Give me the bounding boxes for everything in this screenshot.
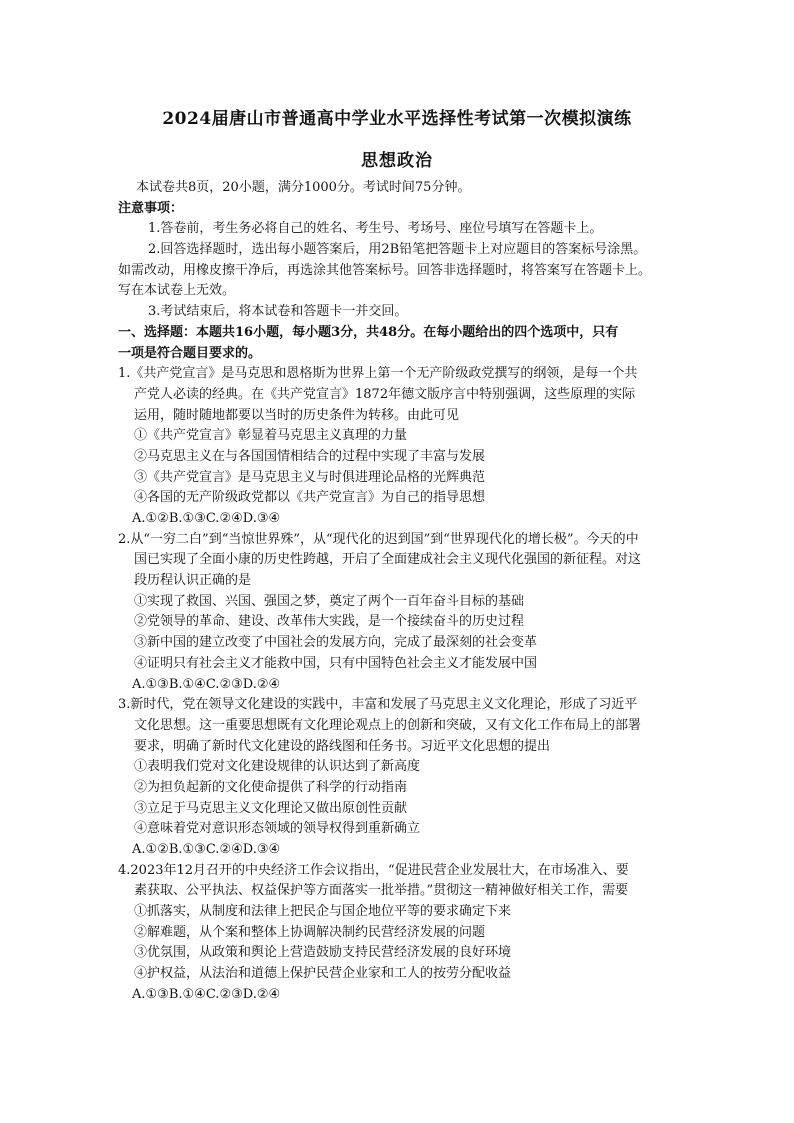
question-1 — [118, 364, 678, 530]
question-1-option-2: ②马克思主义在与各国国情相结合的过程中实现了丰富与发展 — [134, 448, 486, 464]
question-3-stem-line-1: 3.新时代，党在领导文化建设的实践中，丰富和发展了马克思主义文化理论，形成了习近平 — [118, 697, 638, 713]
question-1-stem-line-1: 1.《共产党宣言》是马克思和恩格斯为世界上第一个无产阶级政党撰写的纲领，是每一个共 — [118, 366, 638, 382]
question-1-stem-line-3: 运用，随时随地都要以当时的历史条件为转移。由此可见 — [134, 407, 460, 423]
question-3-option-1: ①表明我们党对文化建设规律的认识达到了新高度 — [134, 759, 421, 775]
question-3-stem-line-2: 文化思想。这一重要思想既有文化理论观点上的创新和突破，又有文化工作布局上的部署 — [134, 717, 642, 733]
question-2 — [118, 530, 678, 696]
question-3 — [118, 695, 678, 861]
question-4-option-4: ④护权益，从法治和道德上保护民营企业家和工人的按劳分配收益 — [134, 966, 512, 982]
question-2-stem-line-1: 2.从“一穷二白”到“当惊世界殊”，从“现代化的迟到国”到“世界现代化的增长极”。今天的中 — [118, 531, 639, 547]
question-4-answers: A.①③B.①④C.②③D.②④ — [132, 986, 281, 1002]
question-3-option-2: ②为担负起新的文化使命提供了科学的行动指南 — [134, 779, 408, 795]
question-1-option-4: ④各国的无产阶级政党都以《共产党宣言》为自己的指导思想 — [134, 490, 486, 506]
notice-item-1: 1.答卷前，考生务必将自己的姓名、考生号、考场号、座位号填写在答题卡上。 — [148, 221, 603, 237]
exam-intro: 本试卷共8页，20小题，满分1000分。考试时间75分钟。 — [136, 180, 471, 195]
notice-item-2-line-1: 2.回答选择题时，选出每小题答案后，用2B铅笔把答题卡上对应题目的答案标号涂黑。 — [148, 242, 647, 258]
exam-body — [118, 178, 678, 1006]
section-1-heading-line-1: 一、选择题：本题共16小题，每小题3分，共48分。在每小题给出的四个选项中，只有 — [118, 324, 619, 340]
question-4-stem-line-2: 素获取、公平执法、权益保护等方面落实一批举措。”贯彻这一精神做好相关工作，需要 — [134, 883, 629, 899]
notice-item-2-line-3: 写在本试卷上无效。 — [118, 283, 236, 299]
question-4 — [118, 861, 678, 1006]
exam-subject: 思想政治 — [361, 151, 433, 171]
question-1-stem-line-2: 产党人必读的经典。在《共产党宣言》1872年德文版序言中特别强调，这些原理的实际 — [134, 386, 636, 402]
question-2-option-4: ④证明只有社会主义才能救中国，只有中国特色社会主义才能发展中国 — [134, 655, 538, 671]
section-1-heading-line-2: 一项是符合题目要求的。 — [118, 345, 262, 361]
question-4-stem-line-1: 4.2023年12月召开的中央经济工作会议指出，“促进民营企业发展壮大，在市场准入、要 — [118, 862, 629, 878]
question-3-stem-line-3: 要求，明确了新时代文化建设的路线图和任务书。习近平文化思想的提出 — [134, 738, 551, 754]
question-2-option-3: ③新中国的建立改变了中国社会的发展方向，完成了最深刻的社会变革 — [134, 635, 538, 651]
notice-item-2-line-2: 如需改动，用橡皮擦干净后，再选涂其他答案标号。回答非选择题时，将答案写在答题卡上。 — [118, 262, 652, 278]
question-2-stem-line-3: 段历程认识正确的是 — [134, 573, 252, 589]
question-2-option-1: ①实现了救国、兴国、强国之梦，奠定了两个一百年奋斗目标的基础 — [134, 593, 525, 609]
notice-heading: 注意事项： — [118, 200, 184, 216]
question-4-option-2: ②解难题，从个案和整体上协调解决制约民营经济发展的问题 — [134, 924, 486, 940]
question-3-answers: A.①②B.①③C.②④D.③④ — [132, 842, 281, 857]
notice-item-3: 3.考试结束后，将本试卷和答题卡一并交回。 — [148, 304, 408, 320]
question-1-answers: A.①②B.①③C.②④D.③④ — [132, 511, 281, 526]
question-2-stem-line-2: 国已实现了全面小康的历史性跨越，开启了全面建成社会主义现代化强国的新征程。对这 — [134, 552, 642, 568]
question-2-answers: A.①③B.①④C.②③D.②④ — [132, 676, 281, 692]
question-4-option-3: ③优氛围，从政策和舆论上营造鼓励支持民营经济发展的良好环境 — [134, 945, 512, 961]
question-2-option-2: ②党领导的革命、建设、改革伟大实践，是一个接续奋斗的历史过程 — [134, 614, 525, 630]
question-3-option-3: ③立足于马克思主义文化理论又做出原创性贡献 — [134, 800, 408, 816]
question-4-option-1: ①抓落实，从制度和法律上把民企与国企地位平等的要求确定下来 — [134, 904, 512, 920]
exam-title: 2024届唐山市普通高中学业水平选择性考试第一次模拟演练 — [162, 109, 632, 129]
question-3-option-4: ④意味着党对意识形态领域的领导权得到重新确立 — [134, 821, 421, 837]
question-1-option-3: ③《共产党宣言》是马克思主义与时俱进理论品格的光辉典范 — [134, 469, 486, 485]
question-1-option-1: ①《共产党宣言》彰显着马克思主义真理的力量 — [134, 428, 408, 444]
